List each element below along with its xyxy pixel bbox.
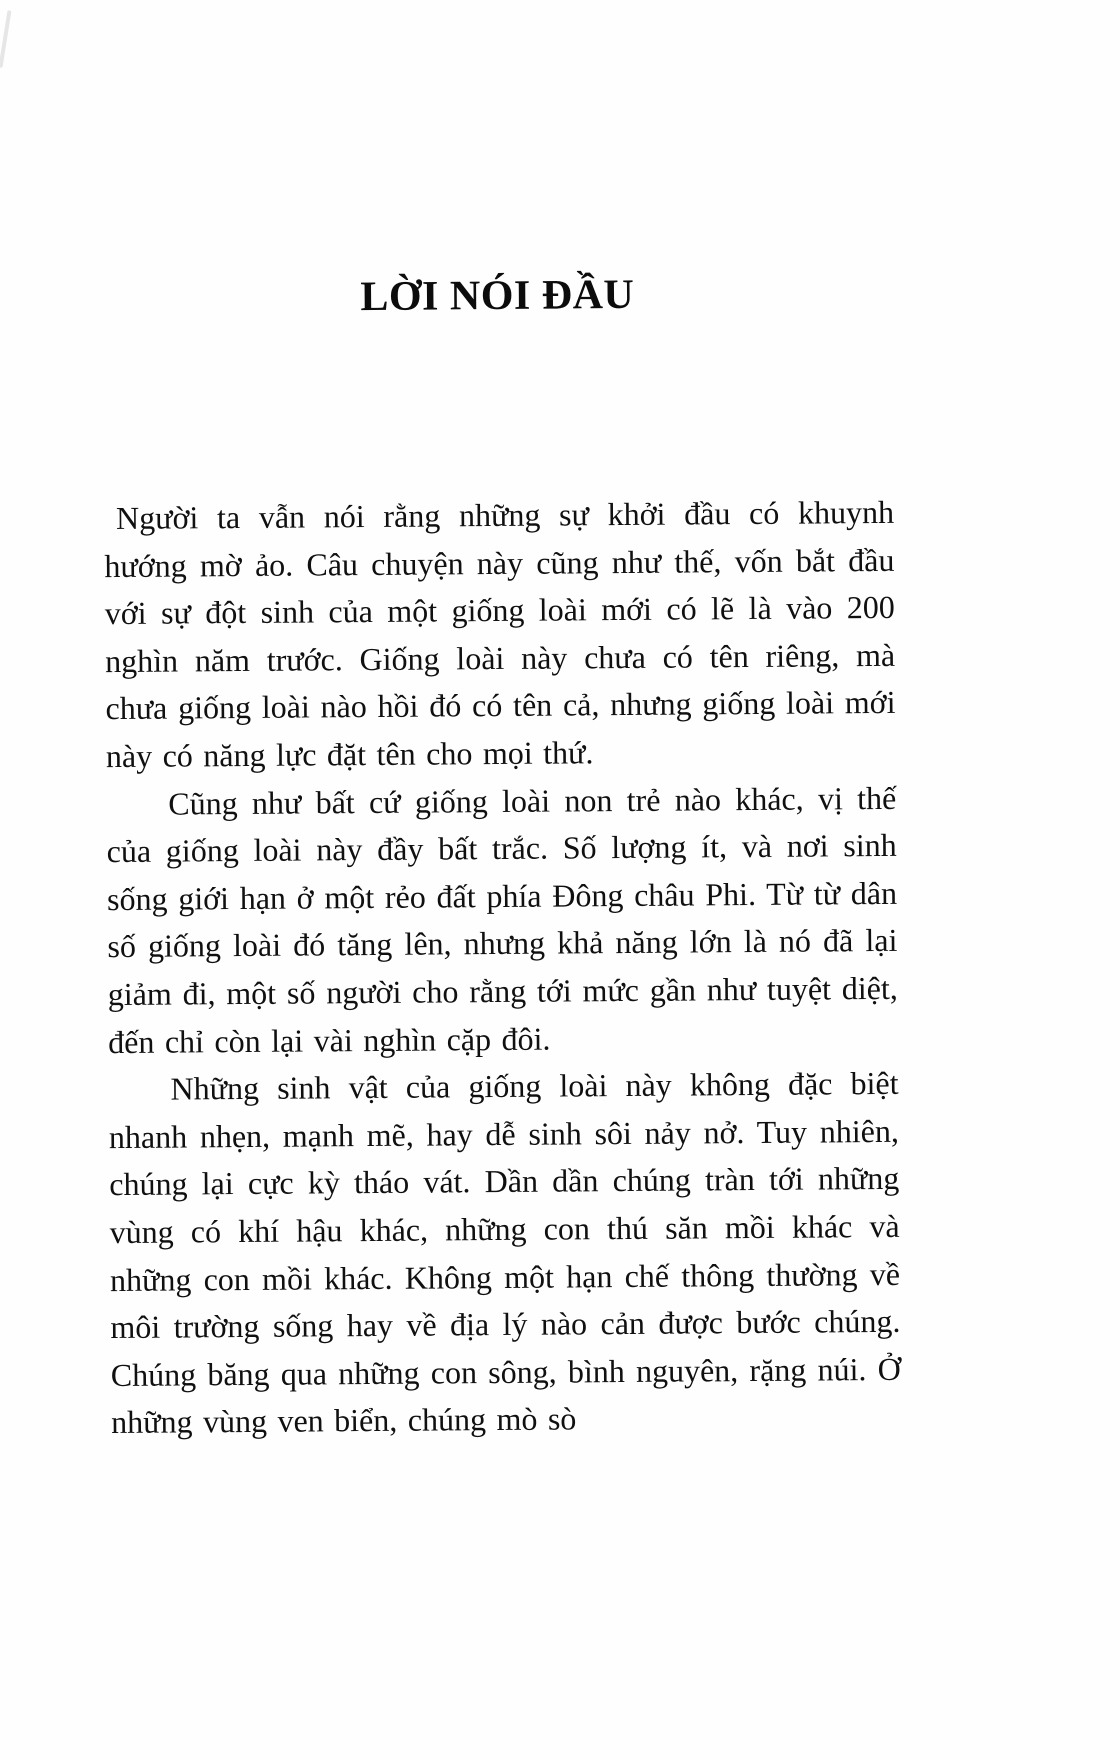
paragraph: Người ta vẫn nói rằng những sự khởi đầu có khuynh hướng mờ ảo. Câu chuyện này cũng như thế, vốn bắt đầu với sự đột sinh của một giống loài mới có lẽ là vào 200 nghìn năm trước. Giống loài này chưa có tên riêng, mà chưa giống loài nào hồi đó có tên cả, nhưng giống loài mới này có năng lực đặt tên cho mọi thứ. (104, 493, 896, 775)
paragraph: Cũng như bất cứ giống loài non trẻ nào khác, vị thế của giống loài này đầy bất trắc. Số lượng ít, và nơi sinh sống giới hạn ở một rẻo đất phía Đông châu Phi. Từ từ dân số giống loài đó tăng lên, nhưng khả năng lớn là nó đã lại giảm đi, một số người cho rằng tới mức gần như tuyệt diệt, đến chỉ còn lại vài nghìn cặp đôi. (106, 779, 898, 1060)
text-block (100, 0, 901, 1441)
page-body (104, 489, 901, 1447)
scan-artifact (0, 10, 12, 68)
paragraph: Những sinh vật của giống loài này không đặc biệt nhanh nhẹn, mạnh mẽ, hay dễ sinh sôi nảy nở. Tuy nhiên, chúng lại cực kỳ tháo vát. Dần dần chúng tràn tới những vùng có khí hậu khác, những con thú săn mồi khác và những con mồi khác. Không một hạn chế thông thường về môi trường sống hay về địa lý nào cản được bước chúng. Chúng băng qua những con sông, bình nguyên, rặng núi. Ở những vùng ven biển, chúng mò sò (108, 1064, 901, 1441)
page-title: LỜI NÓI ĐẦU (360, 271, 635, 321)
